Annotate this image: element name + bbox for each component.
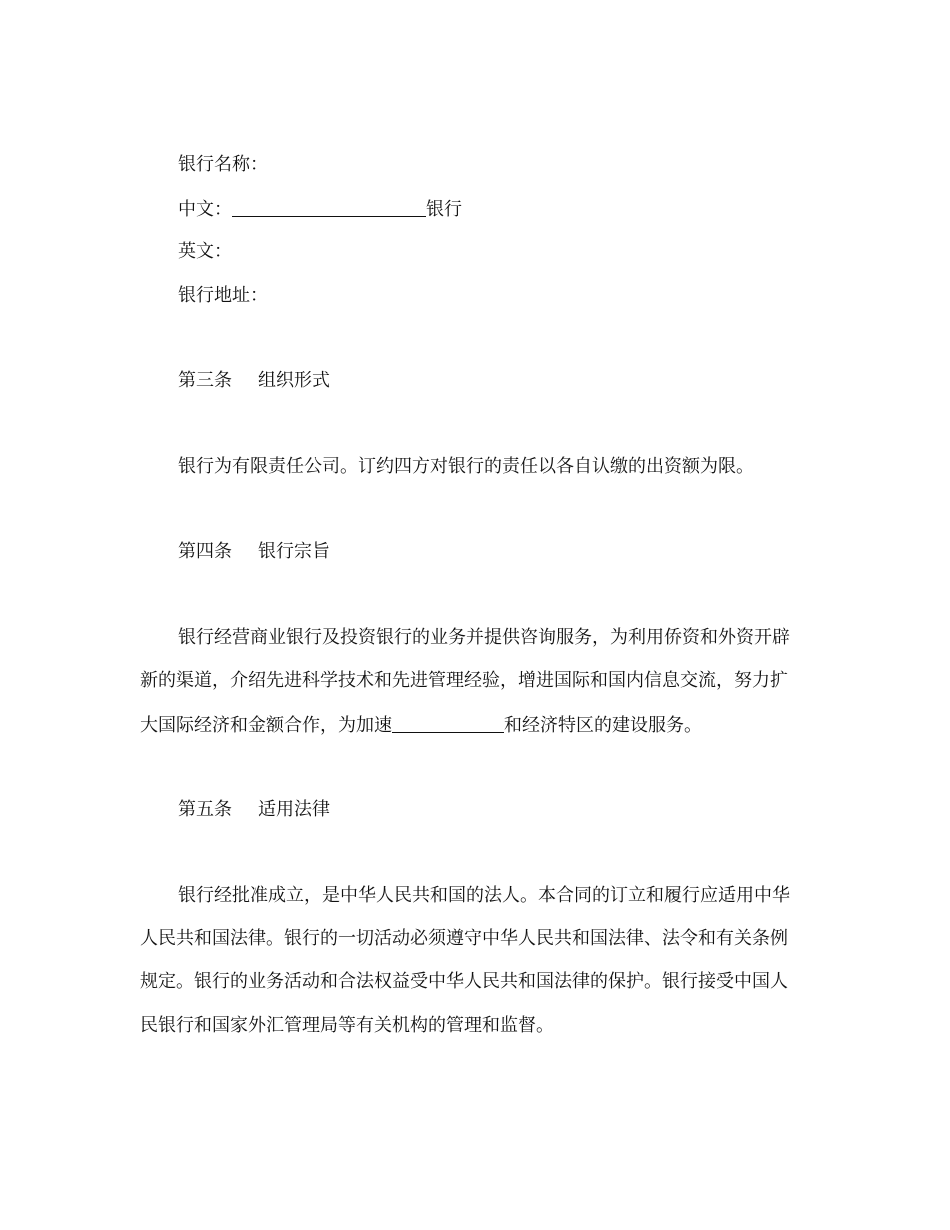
english-label: 英文： — [178, 241, 232, 262]
article5-heading — [178, 799, 330, 821]
article3-number: 第三条 — [178, 370, 232, 391]
bank-name-label — [178, 154, 268, 176]
article4-line1: 银行经营商业银行及投资银行的业务并提供咨询服务，为利用侨资和外资开辟 — [178, 627, 790, 648]
article4-heading — [178, 541, 330, 563]
bank-address-line — [178, 285, 268, 307]
article5-line3: 规定。银行的业务活动和合法权益受中华人民共和国法律的保护。银行接受中国人 — [140, 971, 788, 992]
article4-number: 第四条 — [178, 541, 232, 562]
article4-line3-prefix: 大国际经济和金额合作，为加速 — [140, 715, 392, 736]
article4-title: 银行宗旨 — [258, 541, 330, 562]
article4-line2: 新的渠道，介绍先进科学技术和先进管理经验，增进国际和国内信息交流，努力扩 — [140, 670, 788, 691]
address-label: 银行地址： — [178, 285, 268, 306]
chinese-name-blank[interactable] — [232, 198, 426, 217]
chinese-label: 中文： — [178, 199, 232, 220]
chinese-name-line — [178, 198, 462, 221]
english-name-line — [178, 241, 232, 263]
article3-heading — [178, 370, 330, 392]
article3-title: 组织形式 — [258, 370, 330, 391]
article5-line2: 人民共和国法律。银行的一切活动必须遵守中华人民共和国法律、法令和有关条例 — [140, 928, 788, 949]
article5-number: 第五条 — [178, 799, 232, 820]
article4-line3 — [140, 714, 702, 737]
article4-blank[interactable] — [392, 714, 504, 733]
article5-line4: 民银行和国家外汇管理局等有关机构的管理和监督。 — [140, 1015, 554, 1036]
article5-line1: 银行经批准成立，是中华人民共和国的法人。本合同的订立和履行应适用中华 — [178, 885, 790, 906]
article5-title: 适用法律 — [258, 799, 330, 820]
article3-body: 银行为有限责任公司。订约四方对银行的责任以各自认缴的出资额为限。 — [178, 456, 754, 477]
bank-name-label-text: 银行名称： — [178, 154, 268, 175]
article4-line3-suffix: 和经济特区的建设服务。 — [504, 715, 702, 736]
chinese-suffix: 银行 — [426, 199, 462, 220]
